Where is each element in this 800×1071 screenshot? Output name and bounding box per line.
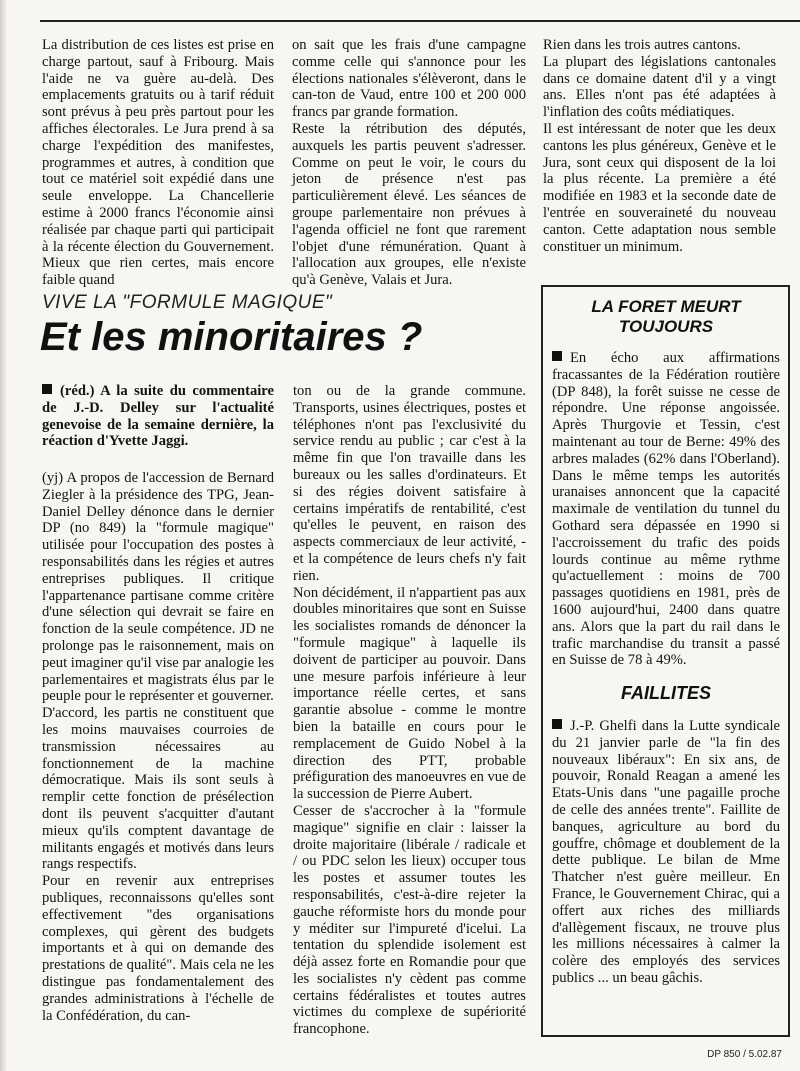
box-title-faillites: FAILLITES [621,683,711,703]
top-column-1-text: La distribution de ces listes est prise en charge partout, sauf à Fribourg. Mais l'aide ne va guère au-delà. Des emplacements gratuits ou à tarif réduit sont prévus à peu près partout pour les affiches électorales. Le Jura prend à sa charge l'expédition des manifestes, programmes et autres, à condition que tout ce matériel soit expédié dans une seule enveloppe. La Chancellerie estime à 2000 francs l'économie ainsi réalisée par chaque parti qui participait à la récente élection du Gouvernement. Mieux que rien certes, mais encore faible quand [42,37,274,289]
box-title-foret: LA FORET MEURT TOUJOURS [591,297,741,336]
article-lead-text: (réd.) A la suite du commentaire de J.-D. Delley sur l'actualité genevoise de la semaine dernière, la réaction d'Yvette Jaggi. [42,383,274,450]
box-text-faillites [552,718,780,987]
bullet-square-icon [42,384,52,394]
bullet-square-icon [552,719,562,729]
top-column-2: on sait que les frais d'une campagne comme celle qui s'annonce pour les élections nationales s'élèveront, dans le can-ton de Vaud, entre 100 et 200 000 francs par grande formation. Reste la rétribution des députés, auxquels les partis peuvent s'adresser. Comme on peut le voir, le cours du jeton de présence n'est pas particulièrement élevé. Les séances de groupe parlementaire non prévues à l'agenda officiel ne font que rarement l'objet d'une rémunération. Quant à l'allocation aux groupes, elle n'existe qu'à Genève, Valais et Jura. [292,37,526,289]
article-column-2: ton ou de la grande commune. Transports, usines électriques, postes et téléphones n'ont pas l'exclusivité du service rendu au public ; car c'est à la même fin que l'on travaille dans les bureaux ou les salles d'ordinateurs. Et si des régies doivent satisfaire à certains impératifs de rentabilité, c'est qu'elles le peuvent, en raison des aspects commerciaux de leur activité, - et la compétence de leurs chefs n'y fait rien. Non décidément, il n'appartient pas aux doubles minoritaires que sont en Suisse les socialistes romands de dénoncer la "formule magique" à laquelle ils doivent de participer au pouvoir. Dans une mesure parfois inférieure à leur importance réelle certes, et sans garantie absolue - comme le montre bien la bataille en cours pour le remplacement de Guido Nobel à la direction des PTT, probable préfiguration des manoeuvres en vue de la succession de Pierre Aubert. Cesser de s'accrocher à la "formule magique" signifie en clair : laisser la droite majoritaire (libérale / radicale et / ou PDC selon les lieux) occuper tous les postes et assumer toutes les responsabilités, c'est-à-dire rejeter la gauche réformiste hors du monde pour y méditer sur l'impureté d'icelui. La tentation du splendide isolement est déjà assez forte en Romandie pour que les socialistes n'y cèdent pas comme certains fédéralistes et toutes autres victimes du complexe de supériorité francophone. [293,383,527,1038]
top-rule [40,20,800,22]
bullet-square-icon [552,351,562,361]
article-lead [42,383,274,450]
top-column-1 [42,37,274,289]
page-edge-shadow [0,0,7,1071]
box-text-foret [552,350,780,669]
box-text-faillites-body: J.-P. Ghelfi dans la Lutte syndicale du 21 janvier parle de "la fin des nouveaux libéraux": En six ans, de pouvoir, Ronald Reagan a amené les Etats-Unis dans "une pagaille proche de celle des années trente". Faillite de banques, agriculture au bord du gouffre, chômage et doublement de la dette publique. Le bilan de Mme Thatcher n'est guère meilleur. En France, le Gouvernement Chirac, qui a offert aux riches des milliards d'allègement fiscaux, ne trouve plus les millions nécessaires à calmer la colère des employés des services publics ... un beau gâchis. [552,718,780,986]
article-headline: Et les minoritaires ? [40,315,423,359]
top-column-3: Rien dans les trois autres cantons. La plupart des législations cantonales dans ce domaine datent d'il y a vingt ans. Elles n'ont pas été adaptées à l'inflation des coûts médiatiques. Il est intéressant de noter que les deux cantons les plus généreux, Genève et le Jura, sont ceux qui disposent de la loi la plus récente. La première a été modifiée en 1983 et la seconde date de l'entrée en souveraineté du nouveau canton. Cette adaptation nous semble constituer un minimum. [543,37,776,255]
box-text-foret-body: En écho aux affirmations fracassantes de la Fédération routière (DP 848), la forêt suisse ne cesse de répondre. Une réponse angoissée. Après Thurgovie et Tessin, c'est maintenant au tour de Berne: 49% des arbres malades (62% dans l'Oberland). Dans le même temps les autorités uranaises annoncent que la capacité maximale de ventilation du tunnel du Gothard sera dépassée en 1990 si l'accroissement du trafic des poids lourds continue au même rythme qu'actuellement : moins de 700 passages quotidiens en 1981, près de 1600 aujourd'hui, 2400 dans quatre ans. Alors que la part du rail dans le trafic marchandise du transit a passé en Suisse de 78 à 49%. [552,350,780,669]
article-kicker: VIVE LA "FORMULE MAGIQUE" [42,292,333,313]
page-footer: DP 850 / 5.02.87 [707,1049,782,1060]
article-column-1: (yj) A propos de l'accession de Bernard Ziegler à la présidence des TPG, Jean-Daniel Delley dénonce dans le dernier DP (no 849) la "formule magique" utilisée pour l'occupation des postes à responsabilités dans les régies et autres entreprises publiques. Il critique l'appartenance partisane comme critère d'une sélection qui devrait se faire en fonction de la seule compétence. JD ne prolonge pas le raisonnement, mais on peut imaginer qu'il vise par analogie les parlementaires et magistrats élus par le peuple pour le représenter et gouverner. D'accord, les partis ne constituent que les moins mauvaises courroies de transmission nécessaires au fonctionnement de la machine démocratique. Mais ils sont seuls à remplir cette fonction de présélection dont ils peuvent s'acquitter d'autant mieux qu'ils comptent davantage de militants engagés et motivés dans leurs rangs respectifs. Pour en revenir aux entreprises publiques, reconnaissons qu'elles sont effectivement "des organisations complexes, qui gèrent des budgets importants et à qui on demande des prestations de qualité". Mais cela ne les distingue pas fondamentalement des grandes administrations à l'échelle de la Confédération, du can- [42,470,275,1024]
